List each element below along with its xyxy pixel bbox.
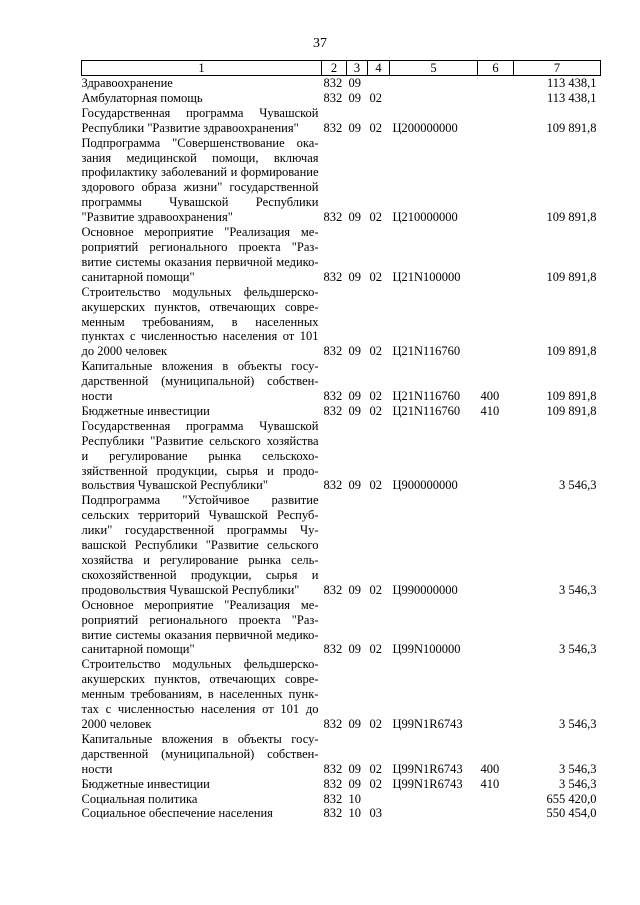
row-section-code: 09 <box>348 389 361 404</box>
row-target-article-code: Ц200000000 <box>392 120 458 135</box>
row-subsection-code: 02 <box>369 716 382 731</box>
row-subsection-code: 03 <box>369 806 382 821</box>
row-target-article-code: Ц99N100000 <box>392 642 461 657</box>
row-grbs-code: 832 <box>323 776 343 791</box>
row-amount: 3 546,3 <box>559 478 597 493</box>
row-subsection-code: 02 <box>369 344 382 359</box>
row-target-article-code <box>390 792 478 807</box>
row-section-code: 09 <box>348 478 361 493</box>
row-name: Государственная программа Чувашской Республики "Развитие здравоохранения" <box>81 105 319 135</box>
row-section-code: 09 <box>348 344 361 359</box>
row-name: Социальное обеспечение населения <box>81 806 273 821</box>
row-expense-type-code <box>478 136 514 225</box>
budget-table <box>81 60 601 821</box>
row-subsection-code: 02 <box>369 120 382 135</box>
row-name: Подпрограмма "Устойчивое развитие сельских территорий Чувашской Республики" государственной программы Чувашской Республики "Развитие сельского хозяйства и регулирование рынка сельскохозяйственной продукции, сырья и продовольствия Чувашской Республики" <box>81 493 319 597</box>
table-row <box>82 76 601 91</box>
row-name: Строительство модульных фельдшерско-акушерских пунктов, отвечающих современным требованиям, в населенных пунктах с численностью населения от 101 до 2000 человек <box>81 284 319 359</box>
row-section-code: 10 <box>348 806 361 821</box>
row-section-code: 09 <box>348 210 361 225</box>
table-row <box>82 106 601 136</box>
row-subsection-code: 02 <box>369 90 382 105</box>
row-subsection-code: 02 <box>369 403 382 418</box>
table-body <box>82 76 601 822</box>
row-amount: 109 891,8 <box>546 344 597 359</box>
table-row <box>82 493 601 597</box>
row-target-article-code: Ц21N116760 <box>392 389 461 404</box>
row-section-code: 09 <box>348 776 361 791</box>
row-expense-type-code: 400 <box>480 761 500 776</box>
row-section-code: 09 <box>348 76 361 90</box>
row-target-article-code: Ц99N1R6743 <box>392 776 463 791</box>
table-row <box>82 657 601 732</box>
row-subsection-code <box>368 792 390 807</box>
row-expense-type-code <box>478 225 514 285</box>
row-target-article-code: Ц99N1R6743 <box>392 761 463 776</box>
row-expense-type-code <box>478 106 514 136</box>
table-row <box>82 419 601 494</box>
table-header <box>82 61 601 76</box>
page-number: 37 <box>313 36 327 51</box>
row-target-article-code <box>390 91 478 106</box>
table-row <box>82 91 601 106</box>
row-grbs-code: 832 <box>323 269 343 284</box>
row-section-code: 09 <box>348 582 361 597</box>
column-header-6: 6 <box>478 61 514 76</box>
table-row <box>82 732 601 777</box>
row-grbs-code: 832 <box>323 716 343 731</box>
row-name: Бюджетные инвестиции <box>81 403 210 418</box>
row-amount: 109 891,8 <box>546 389 597 404</box>
row-section-code: 10 <box>348 791 361 806</box>
row-name: Бюджетные инвестиции <box>81 776 210 791</box>
row-name: Государственная программа Чувашской Республики "Развитие сельского хозяйства и регулирование рынка сельскохозяйственной продукции, сырья и продовольствия Чувашской Республики" <box>81 418 319 493</box>
row-section-code: 09 <box>348 642 361 657</box>
column-header-1: 1 <box>82 61 322 76</box>
row-name: Подпрограмма "Совершенствование оказания медицинской помощи, включая профилактику заболеваний и формирование здорового образа жизни" государственной программы Чувашской Республики "Развитие здравоохранения" <box>81 135 319 225</box>
row-name: Здравоохранение <box>81 76 173 90</box>
header-row <box>82 61 601 76</box>
row-grbs-code: 832 <box>323 90 343 105</box>
row-target-article-code <box>390 806 478 821</box>
row-expense-type-code: 410 <box>480 403 500 418</box>
row-subsection-code: 02 <box>369 776 382 791</box>
table-row <box>82 136 601 225</box>
table-row <box>82 359 601 404</box>
row-section-code: 09 <box>348 761 361 776</box>
row-expense-type-code <box>478 493 514 597</box>
row-name: Капитальные вложения в объекты государственной (муниципальной) собственности <box>81 359 319 404</box>
row-name: Социальная политика <box>81 791 198 806</box>
table-row <box>82 777 601 792</box>
row-target-article-code <box>390 76 478 91</box>
row-amount: 3 546,3 <box>559 761 597 776</box>
row-amount: 113 438,1 <box>546 90 597 105</box>
row-name: Капитальные вложения в объекты государственной (муниципальной) собственности <box>81 731 319 776</box>
row-target-article-code: Ц21N100000 <box>392 269 461 284</box>
row-subsection-code: 02 <box>369 389 382 404</box>
row-expense-type-code <box>478 76 514 91</box>
row-section-code: 09 <box>348 120 361 135</box>
row-section-code: 09 <box>348 716 361 731</box>
row-expense-type-code <box>478 91 514 106</box>
row-target-article-code: Ц21N116760 <box>392 344 461 359</box>
column-header-4: 4 <box>368 61 390 76</box>
table-row <box>82 792 601 807</box>
row-grbs-code: 832 <box>323 210 343 225</box>
table-row <box>82 404 601 419</box>
row-subsection-code: 02 <box>369 210 382 225</box>
row-amount: 113 438,1 <box>546 76 597 90</box>
row-target-article-code: Ц21N116760 <box>392 403 461 418</box>
row-subsection-code: 02 <box>369 761 382 776</box>
row-expense-type-code <box>478 419 514 494</box>
row-target-article-code: Ц990000000 <box>392 582 458 597</box>
row-section-code: 09 <box>348 90 361 105</box>
table-row <box>82 285 601 360</box>
row-amount: 109 891,8 <box>546 403 597 418</box>
row-expense-type-code: 400 <box>480 389 500 404</box>
row-name: Амбулаторная помощь <box>81 90 203 105</box>
row-amount: 550 454,0 <box>546 806 597 821</box>
row-name: Основное мероприятие "Реализация мероприятий регионального проекта "Развитие системы оказания первичной медико-санитарной помощи" <box>81 225 319 284</box>
row-subsection-code: 02 <box>369 269 382 284</box>
row-name: Строительство модульных фельдшерско-акушерских пунктов, отвечающих современным требованиям, в населенных пунктах с численностью населения от 101 до 2000 человек <box>81 657 319 731</box>
column-header-7: 7 <box>514 61 601 76</box>
row-expense-type-code <box>478 806 514 821</box>
row-amount: 3 546,3 <box>559 582 597 597</box>
row-subsection-code <box>368 76 390 91</box>
table-row <box>82 225 601 285</box>
row-amount: 109 891,8 <box>546 210 597 225</box>
row-grbs-code: 832 <box>323 806 343 821</box>
row-amount: 3 546,3 <box>559 642 597 657</box>
row-amount: 3 546,3 <box>559 776 597 791</box>
row-grbs-code: 832 <box>323 791 343 806</box>
row-target-article-code: Ц900000000 <box>392 478 458 493</box>
row-amount: 109 891,8 <box>546 269 597 284</box>
row-section-code: 09 <box>348 403 361 418</box>
row-grbs-code: 832 <box>323 403 343 418</box>
row-grbs-code: 832 <box>323 389 343 404</box>
row-expense-type-code <box>478 285 514 360</box>
row-grbs-code: 832 <box>323 478 343 493</box>
row-grbs-code: 832 <box>323 761 343 776</box>
table-row <box>82 598 601 658</box>
row-grbs-code: 832 <box>323 76 343 90</box>
row-grbs-code: 832 <box>323 344 343 359</box>
table-row <box>82 806 601 821</box>
column-header-5: 5 <box>390 61 478 76</box>
row-subsection-code: 02 <box>369 642 382 657</box>
row-expense-type-code: 410 <box>480 776 500 791</box>
row-subsection-code: 02 <box>369 582 382 597</box>
row-grbs-code: 832 <box>323 642 343 657</box>
row-grbs-code: 832 <box>323 120 343 135</box>
column-header-2: 2 <box>322 61 347 76</box>
row-subsection-code: 02 <box>369 478 382 493</box>
row-expense-type-code <box>478 792 514 807</box>
row-name: Основное мероприятие "Реализация мероприятий регионального проекта "Развитие системы оказания первичной медико-санитарной помощи" <box>81 597 319 657</box>
row-target-article-code: Ц210000000 <box>392 210 458 225</box>
row-amount: 109 891,8 <box>546 120 597 135</box>
row-grbs-code: 832 <box>323 582 343 597</box>
row-amount: 3 546,3 <box>559 716 597 731</box>
row-amount: 655 420,0 <box>546 791 597 806</box>
column-header-3: 3 <box>347 61 368 76</box>
row-expense-type-code <box>478 657 514 732</box>
row-target-article-code: Ц99N1R6743 <box>392 716 463 731</box>
row-expense-type-code <box>478 598 514 658</box>
row-section-code: 09 <box>348 269 361 284</box>
